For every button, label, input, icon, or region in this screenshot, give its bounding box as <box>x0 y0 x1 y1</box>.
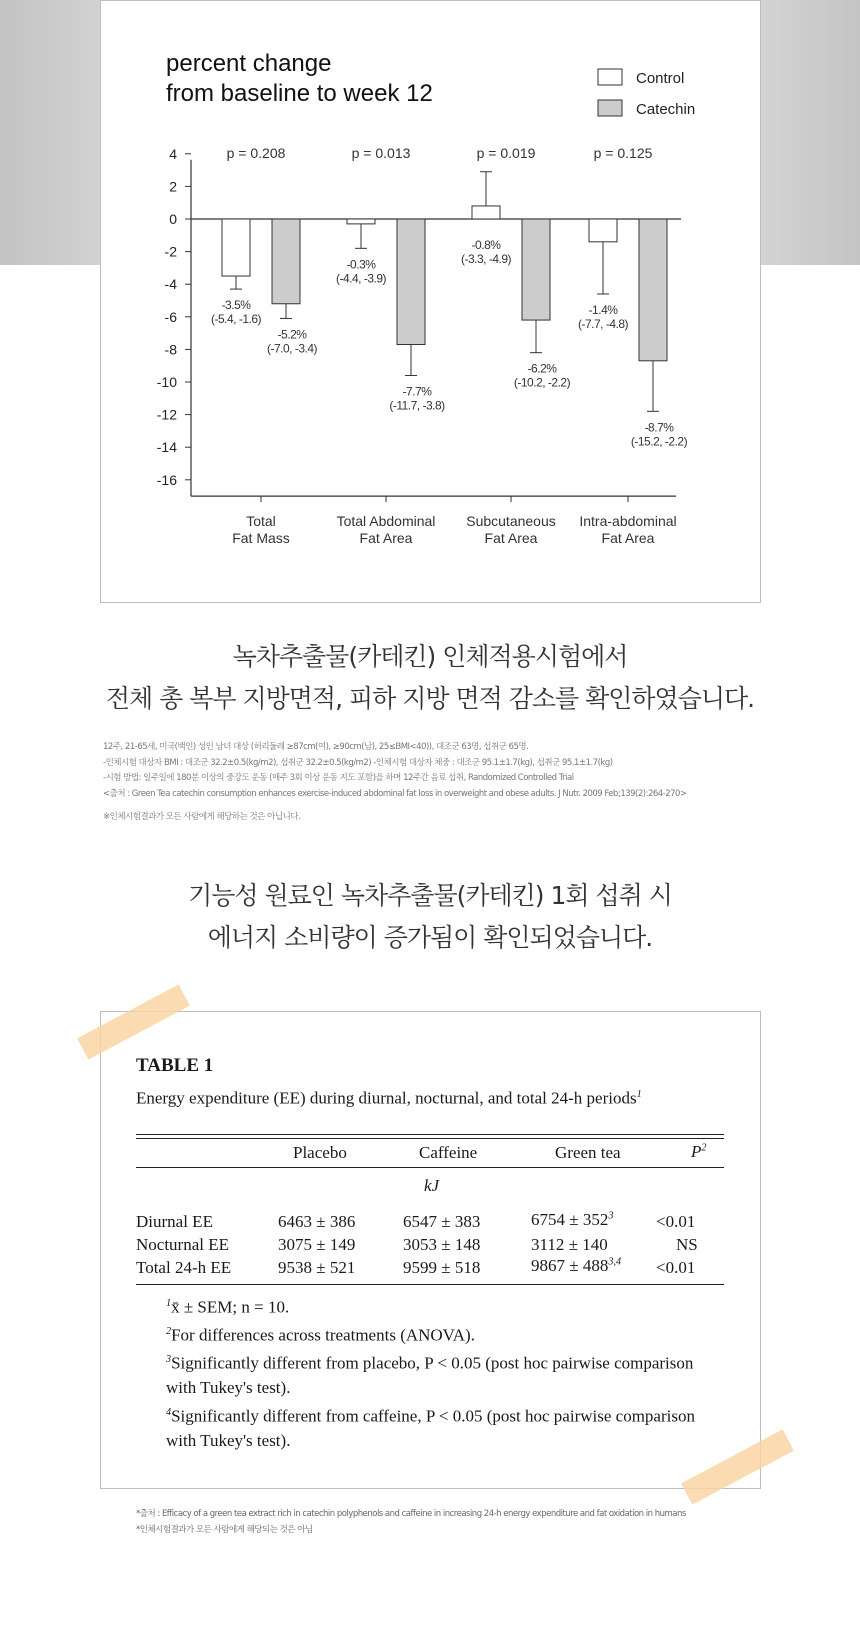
p-value-label: p = 0.208 <box>226 145 286 161</box>
footnote-1-text: x̄ ± SEM; n = 10. <box>171 1297 290 1317</box>
y-tick-label: -10 <box>156 374 177 390</box>
y-tick-label: -14 <box>156 439 177 456</box>
cell-total-placebo: 9538 ± 521 <box>278 1258 356 1277</box>
table-bottom-rule <box>136 1284 724 1285</box>
table-top-rule <box>136 1134 724 1135</box>
col-header-green-tea: Green tea <box>555 1143 621 1162</box>
headline-clinical-line-2: 전체 총 복부 지방면적, 피하 지방 면적 감소를 확인하였습니다. <box>105 684 755 713</box>
table-caption-text: Energy expenditure (EE) during diurnal, nocturnal, and total 24-h periods <box>136 1088 637 1108</box>
headline-clinical-line-1: 녹차추출물(카테킨) 인체적용시험에서 <box>232 642 628 671</box>
legend-label-catechin: Catechin <box>636 101 696 118</box>
study-notes <box>103 740 803 826</box>
footnote-1 <box>136 1292 726 1320</box>
footnote-2 <box>136 1320 726 1348</box>
cell-nocturnal-green-tea: 3112 ± 140 <box>531 1235 608 1254</box>
chart-marks <box>157 145 688 546</box>
cell-total-green-tea <box>531 1256 621 1276</box>
table-unit: kJ <box>423 1176 440 1195</box>
p-value-label: p = 0.019 <box>476 145 536 161</box>
bar-value-label: -7.7% <box>402 384 432 399</box>
y-tick-label: -8 <box>164 341 177 358</box>
bar-catechin <box>522 219 550 320</box>
bar-control <box>472 206 500 219</box>
bar-value-label: (-4.4, -3.9) <box>335 271 387 286</box>
headline-energy <box>0 875 860 959</box>
footnote-4-text: Significantly different from caffeine, P < 0.05 (post hoc pairwise comparison with Tukey's test). <box>166 1406 695 1451</box>
x-category-label: Total Abdominal <box>336 513 436 530</box>
x-category-label: Fat Area <box>484 530 538 547</box>
table-footnotes <box>136 1292 726 1454</box>
x-category-label: Total <box>246 513 276 530</box>
cell-diurnal-caffeine: 6547 ± 383 <box>403 1212 481 1231</box>
bar-value-label: (-15.2, -2.2) <box>630 434 688 449</box>
cell-nocturnal-caffeine: 3053 ± 148 <box>403 1235 481 1254</box>
bar-catechin <box>272 219 300 304</box>
chart-title-line-1: percent change <box>166 50 332 77</box>
table-source: *출처 : Efficacy of a green tea extract rich in catechin polyphenols and caffeine in increasing 24-h energy expenditure and fat oxidation in humans <box>136 1509 686 1519</box>
col-header-p <box>691 1142 706 1162</box>
energy-expenditure-table <box>100 1011 761 1489</box>
chart-title-line-2: from baseline to week 12 <box>166 80 433 107</box>
p-value-label: p = 0.125 <box>593 145 653 161</box>
footnote-1-mark: 1 <box>166 1298 172 1309</box>
legend-swatch-control <box>598 69 622 85</box>
col-header-caffeine: Caffeine <box>419 1143 478 1162</box>
y-tick-label: -16 <box>156 471 177 488</box>
y-tick-label: -12 <box>156 406 177 423</box>
cell-diurnal-green-tea <box>531 1210 613 1230</box>
footnote-4 <box>136 1401 726 1454</box>
table-source-notes <box>136 1506 826 1538</box>
y-tick-label: 4 <box>169 145 177 162</box>
x-category-label: Intra-abdominal <box>579 513 677 530</box>
bar-control <box>589 219 617 242</box>
footnote-2-mark: 2 <box>166 1326 172 1338</box>
study-disclaimer: ※인체시험결과가 모든 사람에게 해당하는 것은 아닙니다. <box>103 812 301 822</box>
bar-value-label: (-7.0, -3.4) <box>266 341 318 356</box>
bar-value-label: -0.3% <box>346 257 376 272</box>
headline-energy-line-2: 에너지 소비량이 증가됨이 확인되었습니다. <box>207 923 653 952</box>
cell-nocturnal-p: NS <box>676 1235 698 1254</box>
footnote-2-text: For differences across treatments (ANOVA). <box>171 1325 475 1345</box>
bar-value-label: -1.4% <box>588 302 618 317</box>
study-note-2: -인체시험 대상자 BMI : 대조군 32.2±0.5(kg/m2), 섭취군 32.2±0.5(kg/m2) -인체시험 대상자 체중 : 대조군 95.1±1.7(kg), 섭취군 95.1±1.7(kg) <box>103 757 613 768</box>
legend-swatch-catechin <box>598 100 622 116</box>
table-caption-sup: 1 <box>636 1089 642 1100</box>
headline-energy-line-1: 기능성 원료인 녹차추출물(카테킨) 1회 섭취 시 <box>188 881 672 910</box>
cell-total-caffeine: 9599 ± 518 <box>403 1258 481 1277</box>
y-tick-label: 2 <box>169 178 177 195</box>
bar-value-label: -3.5% <box>221 298 251 313</box>
x-category-label: Fat Area <box>359 530 413 547</box>
bar-catechin <box>397 219 425 345</box>
table-header-rule <box>136 1167 724 1168</box>
row-label-total: Total 24-h EE <box>136 1258 232 1277</box>
cell-diurnal-p: <0.01 <box>656 1212 696 1231</box>
cell-nocturnal-placebo: 3075 ± 149 <box>278 1235 356 1254</box>
col-header-p-sup: 2 <box>701 1142 707 1154</box>
footnote-3-text: Significantly different from placebo, P < 0.05 (post hoc pairwise comparison with Tukey's test). <box>166 1353 694 1398</box>
x-category-label: Fat Area <box>601 530 655 547</box>
legend-label-control: Control <box>636 70 685 87</box>
bar-value-label: -8.7% <box>644 420 674 435</box>
row-label-diurnal: Diurnal EE <box>136 1212 213 1231</box>
bar-value-label: (-11.7, -3.8) <box>389 398 445 413</box>
bar-catechin <box>639 219 667 361</box>
table-top-rule-2 <box>136 1138 724 1139</box>
cell-total-green-tea-sup: 3,4 <box>608 1256 622 1268</box>
headline-clinical <box>0 636 860 720</box>
table-caption <box>136 1083 696 1111</box>
cell-diurnal-placebo: 6463 ± 386 <box>278 1212 356 1231</box>
table-title: TABLE 1 <box>136 1055 214 1076</box>
cell-diurnal-green-tea-value: 6754 ± 352 <box>531 1210 609 1229</box>
table-disclaimer: *인체시험결과가 모든 사람에게 해당되는 것은 아님 <box>136 1525 313 1535</box>
x-category-label: Fat Mass <box>232 530 290 547</box>
cell-total-green-tea-value: 9867 ± 488 <box>531 1256 609 1275</box>
col-header-p-text: P <box>691 1142 702 1161</box>
bar-value-label: (-5.4, -1.6) <box>210 312 262 327</box>
cell-total-p: <0.01 <box>656 1258 696 1277</box>
x-category-label: Subcutaneous <box>466 513 556 530</box>
study-note-3: -시험 방법: 일주일에 180분 이상의 중강도 운동 (매주 3회 이상 운동 지도 포함)을 하며 12주간 음료 섭취, Randomized Controlled Trial <box>103 773 574 783</box>
footnote-3-mark: 3 <box>166 1354 172 1366</box>
fat-change-chart <box>100 0 761 603</box>
chart-svg <box>101 1 762 604</box>
y-tick-label: 0 <box>169 211 177 227</box>
study-note-source: <출처 : Green Tea catechin consumption enhances exercise-induced abdominal fat loss in overweight and obese adults. J Nutr. 2009 Feb;139(2):264-270> <box>103 788 687 799</box>
study-note-1: 12주, 21-65세, 미국(백인) 성인 남녀 대상 (허리둘레 ≥87cm(여), ≥90cm(남), 25≤BMI<40)), 대조군 63명, 섭취군 65명. <box>103 742 529 752</box>
bar-value-label: -5.2% <box>277 327 307 342</box>
bar-value-label: (-10.2, -2.2) <box>513 375 571 390</box>
col-header-placebo: Placebo <box>293 1143 347 1162</box>
bar-value-label: (-7.7, -4.8) <box>577 316 629 331</box>
footnote-4-mark: 4 <box>166 1406 172 1418</box>
bar-value-label: -0.8% <box>471 238 501 252</box>
cell-diurnal-green-tea-sup: 3 <box>608 1210 614 1222</box>
bar-value-label: -6.2% <box>527 361 557 376</box>
bar-control <box>222 219 250 276</box>
footnote-3 <box>136 1348 726 1401</box>
y-tick-label: -4 <box>164 276 177 293</box>
y-tick-label: -2 <box>164 243 177 260</box>
row-label-nocturnal: Nocturnal EE <box>136 1235 229 1254</box>
bar-control <box>347 219 375 224</box>
bar-value-label: (-3.3, -4.9) <box>460 252 512 266</box>
y-tick-label: -6 <box>164 308 177 325</box>
p-value-label: p = 0.013 <box>351 145 411 161</box>
